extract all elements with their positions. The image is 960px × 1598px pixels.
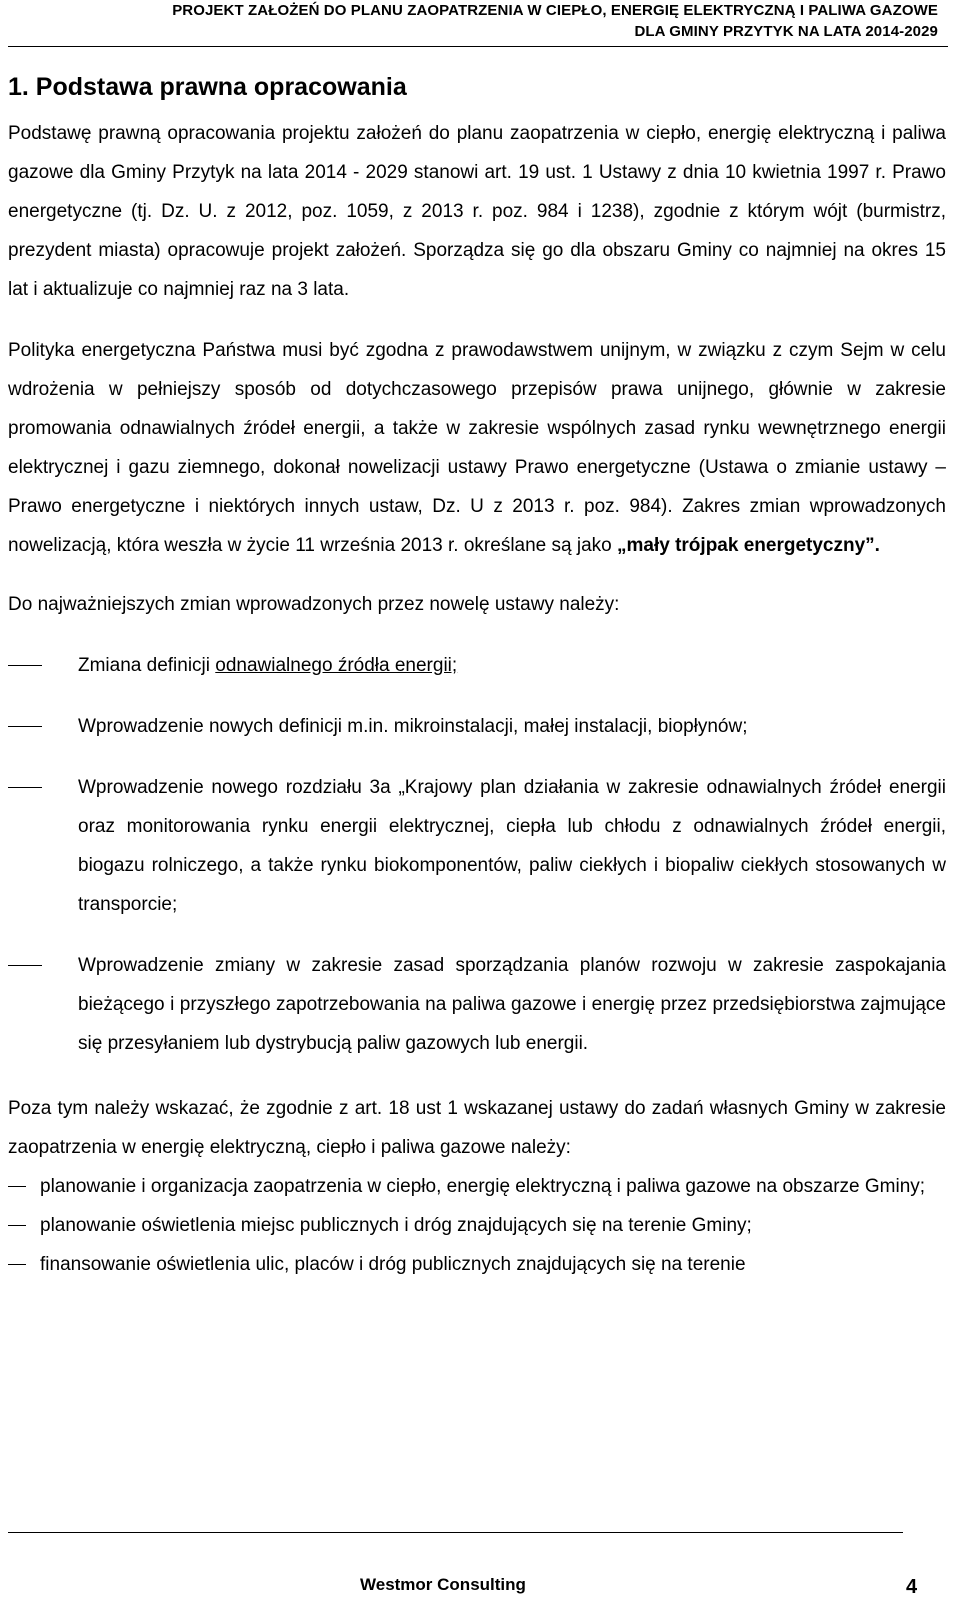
policy-text: Polityka energetyczna Państwa musi być zgodna z prawodawstwem unijnym, w związku z czym Sejm w celu wdrożenia w pełniejszy sposób od dotychczasowego przepisów prawa unijnego, głównie w zakresie promowania odnawialnych źródeł energii, a także w zakresie wspólnych zasad rynku wewnętrznego energii elektrycznej i gazu ziemnego, dokonał nowelizacji ustawy Prawo energetyczne (Ustawa o zmianie ustawy – Prawo energetyczne i niektórych innych ustaw, Dz. U z 2013 r. poz. 984). Zakres zmian wprowadzonych nowelizacją, która weszła w życie 11 września 2013 r. określane są jako xyxy=(8,340,946,556)
change-item-4: Wprowadzenie zmiany w zakresie zasad sporządzania planów rozwoju w zakresie zaspokajania bieżącego i przyszłego zapotrzebowania na paliwa gazowe i energię przez przedsiębiorstwa zajmujące się przesyłaniem lub dystrybucją paliw gazowych lub energii. xyxy=(78,955,946,1054)
changes-list xyxy=(8,646,946,1063)
list-item xyxy=(8,1245,946,1284)
policy-paragraph xyxy=(8,331,946,565)
list-item xyxy=(8,707,946,746)
page-number: 4 xyxy=(906,1576,918,1598)
list-item xyxy=(8,1167,946,1206)
change-item-1-underlined: odnawialnego źródła energii; xyxy=(215,655,458,676)
dash-bullet-icon xyxy=(8,965,42,966)
header-divider xyxy=(8,46,948,47)
task-item-1: planowanie i organizacja zaopatrzenia w ciepło, energię elektryczną i paliwa gazowe na obszarze Gminy; xyxy=(40,1176,926,1197)
change-item-3: Wprowadzenie nowego rozdziału 3a „Krajowy plan działania w zakresie odnawialnych źródeł energii oraz monitorowania rynku energii elektrycznej, ciepła lub chłodu z odnawialnych źródeł energii, biogazu rolniczego, a także rynku biokomponentów, paliw ciekłych i biopaliw ciekłych stosowanych w transporcie; xyxy=(78,777,946,915)
section-title: 1. Podstawa prawna opracowania xyxy=(8,73,407,101)
policy-bold-term: „mały trójpak energetyczny”. xyxy=(617,535,880,556)
task-item-2: planowanie oświetlenia miejsc publicznych i dróg znajdujących się na terenie Gminy; xyxy=(40,1215,752,1236)
dash-bullet-icon xyxy=(8,1225,26,1226)
dash-bullet-icon xyxy=(8,665,42,666)
list-item xyxy=(8,646,946,685)
dash-bullet-icon xyxy=(8,1264,26,1265)
changes-intro: Do najważniejszych zmian wprowadzonych przez nowelę ustawy należy: xyxy=(8,594,620,615)
page-header xyxy=(172,0,938,42)
document-body xyxy=(8,114,946,1310)
list-item xyxy=(8,1206,946,1245)
footer-company-name: Westmor Consulting xyxy=(360,1575,526,1594)
dash-bullet-icon xyxy=(8,726,42,727)
dash-bullet-icon xyxy=(8,1186,26,1187)
header-title-line-2: DLA GMINY PRZYTYK NA LATA 2014-2029 xyxy=(634,23,938,40)
change-item-1-prefix: Zmiana definicji xyxy=(78,655,216,676)
footer-divider xyxy=(8,1532,903,1533)
header-title-line-1: PROJEKT ZAŁOŻEŃ DO PLANU ZAOPATRZENIA W CIEPŁO, ENERGIĘ ELEKTRYCZNĄ I PALIWA GAZOWE xyxy=(172,2,938,19)
tasks-intro: Poza tym należy wskazać, że zgodnie z art. 18 ust 1 wskazanej ustawy do zadań własnych Gminy w zakresie zaopatrzenia w energię elektryczną, ciepło i paliwa gazowe należy: xyxy=(8,1098,946,1158)
list-item xyxy=(8,768,946,924)
change-item-2: Wprowadzenie nowych definicji m.in. mikroinstalacji, małej instalacji, biopłynów; xyxy=(78,716,748,737)
tasks-list xyxy=(8,1167,946,1284)
task-item-3: finansowanie oświetlenia ulic, placów i dróg publicznych znajdujących się na terenie xyxy=(40,1254,746,1275)
dash-bullet-icon xyxy=(8,787,42,788)
intro-paragraph: Podstawę prawną opracowania projektu założeń do planu zaopatrzenia w ciepło, energię elektryczną i paliwa gazowe dla Gminy Przytyk na lata 2014 - 2029 stanowi art. 19 ust. 1 Ustawy z dnia 10 kwietnia 1997 r. Prawo energetyczne (tj. Dz. U. z 2012, poz. 1059, z 2013 r. poz. 984 i 1238), zgodnie z którym wójt (burmistrz, prezydent miasta) opracowuje projekt założeń. Sporządza się go dla obszaru Gminy co najmniej na okres 15 lat i aktualizuje co najmniej raz na 3 lata. xyxy=(8,123,946,300)
list-item xyxy=(8,946,946,1063)
